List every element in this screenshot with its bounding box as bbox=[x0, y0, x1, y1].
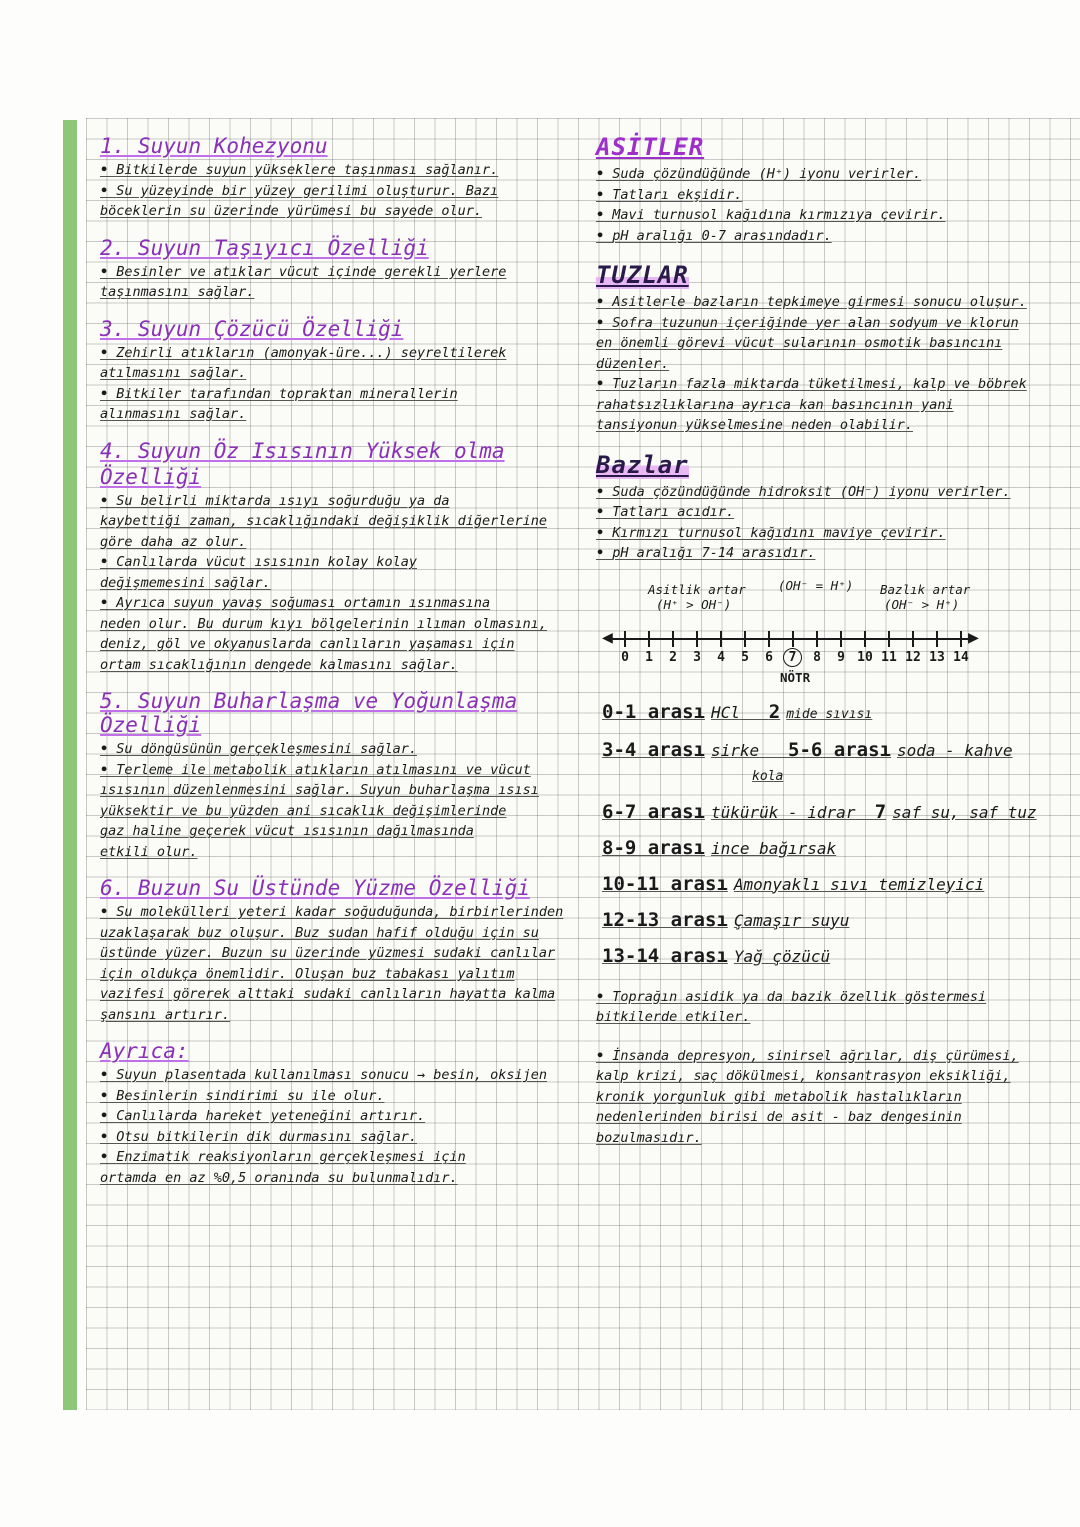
text-line: • Otsu bitkilerin dik durmasını sağlar. bbox=[100, 1127, 578, 1148]
text-line: • Terleme ile metabolik atıkların atılmasını ve vücut bbox=[100, 760, 578, 781]
ph-example: soda - kahve bbox=[896, 740, 1013, 760]
note-soil bbox=[596, 987, 1080, 1028]
ph-example-row bbox=[602, 700, 1080, 727]
arrow-right-icon: ▶ bbox=[968, 626, 979, 648]
ph-tick-label: 7 bbox=[783, 648, 802, 667]
ph-tick bbox=[960, 631, 962, 647]
ph-example: HCl bbox=[710, 702, 740, 722]
ph-tick-label: 8 bbox=[813, 649, 821, 665]
ph-examples bbox=[596, 700, 1080, 969]
ph-tick bbox=[816, 631, 818, 647]
text-line: deniz, göl ve okyanuslarda canlıların yaşaması için bbox=[100, 636, 515, 652]
text-line: rahatsızlıklarına ayrıca kan basıncının yani bbox=[596, 396, 954, 413]
ph-tick bbox=[888, 631, 890, 647]
ph-range: 13-14 arası bbox=[602, 944, 728, 967]
base-sublabel: (OH⁻ > H⁺) bbox=[884, 596, 960, 612]
ph-tick-label: 9 bbox=[837, 649, 845, 665]
ph-example: tükürük - idrar bbox=[710, 802, 856, 822]
text-line: bozulmasıdır. bbox=[596, 1129, 702, 1146]
text-line: • Su yüzeyinde bir yüzey gerilimi oluşturur. Bazı bbox=[100, 181, 578, 202]
text-line: vazifesi görerek alttaki sudaki canlıların hayatta kalma bbox=[100, 986, 556, 1002]
note-health bbox=[596, 1046, 1080, 1149]
text-line: üstünde yüzer. Buzun su üzerinde yüzmesi sudaki canlılar bbox=[100, 945, 556, 961]
ph-example: kola bbox=[752, 768, 784, 784]
text-line: • Su belirli miktarda ısıyı soğurduğu ya da bbox=[100, 491, 578, 512]
ph-tick-label: 1 bbox=[645, 649, 653, 665]
text-line: gaz haline geçerek vücut ısısının dağılmasında bbox=[100, 823, 474, 839]
ph-example: Yağ çözücü bbox=[733, 946, 831, 966]
ph-range: 0-1 arası bbox=[602, 700, 705, 723]
text-line: yüksektir ve bu yüzden ani sıcaklık değişimlerinde bbox=[100, 802, 507, 819]
text-line: ortam sıcaklığının dengede kalmasını sağlar. bbox=[100, 656, 458, 673]
section-acids bbox=[596, 134, 1080, 246]
text-line: nedenlerinden birisi de asit - baz dengesinin bbox=[596, 1109, 962, 1125]
text-line: • Asitlerle bazların tepkimeye girmesi sonucu oluşur. bbox=[596, 292, 1080, 313]
section-solvent bbox=[100, 317, 578, 425]
ph-range: 10-11 arası bbox=[602, 872, 728, 895]
text-line: • Enzimatik reaksiyonların gerçekleşmesi için bbox=[100, 1147, 578, 1168]
ph-tick bbox=[744, 631, 746, 647]
text-line: şansını artırır. bbox=[100, 1006, 231, 1023]
ph-tick-label: 6 bbox=[765, 649, 773, 665]
text-line: uzaklaşarak buz oluşur. Buz sudan hafif olduğu için su bbox=[100, 924, 539, 941]
ph-example-row bbox=[602, 872, 1080, 897]
section-title: 3. Suyun Çözücü Özelliği bbox=[100, 316, 404, 341]
text-line: • Bitkilerde suyun yükseklere taşınması sağlanır. bbox=[100, 160, 578, 181]
ph-example-row bbox=[602, 738, 1080, 789]
section-title: ASİTLER bbox=[596, 133, 705, 161]
text-line: • pH aralığı 0-7 arasındadır. bbox=[596, 226, 1080, 247]
ph-scale bbox=[602, 578, 982, 690]
text-line: düzenler. bbox=[596, 355, 670, 372]
ph-example: saf su, saf tuz bbox=[892, 802, 1037, 822]
ph-tick bbox=[672, 631, 674, 647]
text-line: kalp krizi, saç dökülmesi, konsantrasyon eksikliği, bbox=[596, 1068, 1011, 1084]
section-also bbox=[100, 1039, 578, 1188]
left-column bbox=[100, 134, 578, 1202]
text-line: göre daha az olur. bbox=[100, 533, 247, 550]
text-line: • Suda çözündüğünde (H⁺) iyonu verirler. bbox=[596, 164, 1080, 185]
text-line: • pH aralığı 7-14 arasıdır. bbox=[596, 543, 1080, 564]
arrow-left-icon: ◀ bbox=[602, 626, 613, 648]
text-line: • Besinler ve atıklar vücut içinde gerekli yerlere bbox=[100, 262, 578, 283]
text-line: tansiyonun yükselmesine neden olabilir. bbox=[596, 417, 913, 433]
ph-tick bbox=[912, 631, 914, 647]
section-salts bbox=[596, 260, 1080, 436]
text-line: için oldukça önemlidir. Oluşan buz tabakası yalıtım bbox=[100, 965, 515, 982]
ph-example-row bbox=[602, 836, 1080, 861]
section-title: Bazlar bbox=[596, 450, 689, 479]
neutral-label: (OH⁻ = H⁺) bbox=[778, 577, 854, 593]
text-line: alınmasını sağlar. bbox=[100, 406, 247, 422]
text-line: • Ayrıca suyun yavaş soğuması ortamın ısınmasına bbox=[100, 593, 578, 614]
ph-tick bbox=[864, 631, 866, 647]
ph-tick bbox=[648, 631, 650, 647]
section-bases bbox=[596, 450, 1080, 564]
ph-range: 5-6 arası bbox=[788, 738, 891, 761]
text-line: etkili olur. bbox=[100, 843, 198, 860]
ph-tick-label: 3 bbox=[693, 649, 701, 665]
ph-example: ince bağırsak bbox=[710, 838, 837, 858]
right-column bbox=[596, 132, 1080, 1162]
ph-example: sirke bbox=[710, 740, 760, 760]
text-line: • Su molekülleri yeteri kadar soğuduğunda, birbirlerinden bbox=[100, 902, 578, 923]
text-line: • Tatları acıdır. bbox=[596, 502, 1080, 523]
text-line: böceklerin su üzerinde yürümesi bu sayede olur. bbox=[100, 203, 483, 219]
ph-range: 7 bbox=[874, 800, 887, 823]
text-line: neden olur. Bu durum kıyı bölgelerinin ılıman olmasını, bbox=[100, 615, 548, 632]
text-line: değişmemesini sağlar. bbox=[100, 574, 271, 591]
section-title: 2. Suyun Taşıyıcı Özelliği bbox=[100, 235, 429, 260]
ph-tick bbox=[840, 631, 842, 647]
section-title: 1. Suyun Kohezyonu bbox=[100, 134, 328, 158]
ph-tick bbox=[936, 631, 938, 647]
ph-example: Amonyaklı sıvı temizleyici bbox=[733, 874, 985, 894]
text-line: ortamda en az %0,5 oranında su bulunmalıdır. bbox=[100, 1169, 458, 1186]
ph-tick-label: 11 bbox=[881, 649, 897, 665]
ph-tick-label: 12 bbox=[905, 649, 921, 665]
ph-example: mide sıvısı bbox=[786, 706, 873, 722]
text-line: kaybettiği zaman, sıcaklığındaki değişiklik diğerlerine bbox=[100, 513, 548, 529]
text-line: • Suda çözündüğünde hidroksit (OH⁻) iyonu verirler. bbox=[596, 482, 1080, 503]
section-carrier bbox=[100, 236, 578, 303]
ph-tick-label: 2 bbox=[669, 649, 677, 665]
section-specific-heat bbox=[100, 439, 578, 676]
text-line: • İnsanda depresyon, sinirsel ağrılar, diş çürümesi, bbox=[596, 1046, 1080, 1067]
ph-tick-label: 4 bbox=[717, 649, 725, 665]
text-line: • Canlılarda vücut ısısının kolay kolay bbox=[100, 552, 578, 573]
text-line: • Mavi turnusol kağıdına kırmızıya çevirir. bbox=[596, 205, 1080, 226]
section-ice bbox=[100, 876, 578, 1025]
section-title: 4. Suyun Öz Isısının Yüksek olma bbox=[100, 438, 505, 463]
text-line: taşınmasını sağlar. bbox=[100, 284, 255, 300]
ph-tick bbox=[720, 631, 722, 647]
ph-example-row bbox=[602, 800, 1080, 825]
text-line: • Sofra tuzunun içeriğinde yer alan sodyum ve klorun bbox=[596, 313, 1080, 334]
ph-tick-label: 0 bbox=[621, 649, 629, 665]
section-title-cont: Özelliği bbox=[100, 464, 202, 489]
text-line: • Su döngüsünün gerçekleşmesini sağlar. bbox=[100, 739, 578, 760]
ph-tick bbox=[624, 631, 626, 647]
green-margin-strip bbox=[63, 120, 77, 1410]
text-line: atılmasını sağlar. bbox=[100, 365, 247, 381]
text-line: en önemli görevi vücut sularının osmotik basıncını bbox=[596, 335, 1003, 351]
text-line: • Besinlerin sindirimi su ile olur. bbox=[100, 1086, 578, 1107]
section-title: 6. Buzun Su Üstünde Yüzme Özelliği bbox=[100, 876, 530, 900]
text-line: • Bitkiler tarafından topraktan minerallerin bbox=[100, 384, 578, 405]
text-line: • Zehirli atıkların (amonyak-üre...) seyreltilerek bbox=[100, 343, 578, 364]
text-line: ısısının düzenlenmesini sağlar. Suyun buharlaşma ısısı bbox=[100, 782, 539, 798]
section-title: TUZLAR bbox=[596, 261, 689, 289]
text-line: bitkilerde etkiler. bbox=[596, 1009, 751, 1025]
notr-label: NÖTR bbox=[780, 669, 811, 685]
ph-range: 12-13 arası bbox=[602, 908, 728, 931]
ph-tick-label: 5 bbox=[741, 649, 749, 665]
ph-tick bbox=[792, 631, 794, 647]
ph-range: 2 bbox=[768, 700, 781, 723]
base-label: Bazlık artar bbox=[880, 581, 971, 597]
ph-tick-label: 10 bbox=[857, 649, 873, 665]
text-line: • Tatları ekşidir. bbox=[596, 185, 1080, 206]
ph-tick bbox=[696, 631, 698, 647]
acid-label: Asitlik artar bbox=[648, 581, 746, 597]
ph-example: Çamaşır suyu bbox=[733, 910, 850, 930]
ph-example-row bbox=[602, 908, 1080, 933]
ph-range: 3-4 arası bbox=[602, 738, 705, 761]
ph-tick bbox=[768, 631, 770, 647]
text-line: • Kırmızı turnusol kağıdını maviye çevirir. bbox=[596, 523, 1080, 544]
ph-example-row bbox=[602, 944, 1080, 969]
acid-sublabel: (H⁺ > OH⁻) bbox=[656, 596, 732, 612]
ph-range: 6-7 arası bbox=[602, 800, 705, 823]
ph-range: 8-9 arası bbox=[602, 836, 705, 859]
section-title: Ayrıca: bbox=[100, 1039, 189, 1063]
text-line: • Toprağın asidik ya da bazik özellik göstermesi bbox=[596, 987, 1080, 1008]
text-line: • Suyun plasentada kullanılması sonucu → besin, oksijen bbox=[100, 1065, 578, 1086]
section-cohesion bbox=[100, 134, 578, 222]
text-line: • Tuzların fazla miktarda tüketilmesi, kalp ve böbrek bbox=[596, 374, 1080, 395]
text-line: • Canlılarda hareket yeteneğini artırır. bbox=[100, 1106, 578, 1127]
section-evaporation bbox=[100, 689, 578, 862]
ph-tick-label: 13 bbox=[929, 649, 945, 665]
section-title: 5. Suyun Buharlaşma ve Yoğunlaşma Özelliği bbox=[100, 689, 518, 737]
text-line: kronik yorgunluk gibi metabolik hastalıkların bbox=[596, 1088, 962, 1105]
ph-tick-label: 14 bbox=[953, 649, 969, 665]
